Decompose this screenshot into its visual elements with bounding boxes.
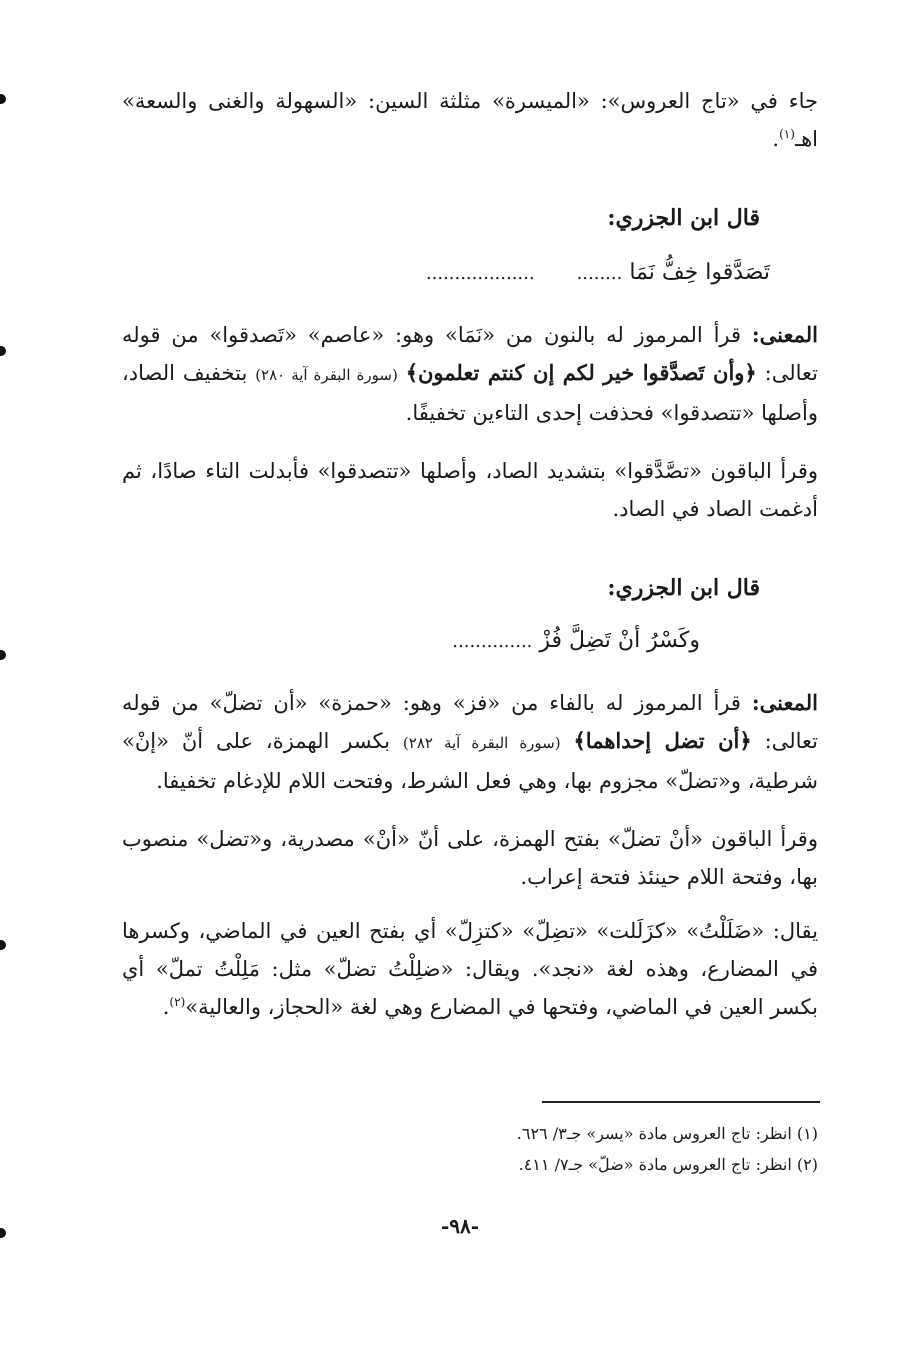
surah-reference: (سورة البقرة آية ٢٨٠) (255, 366, 398, 384)
verse-dots: .............. (452, 631, 533, 652)
page-number: -٩٨- (440, 1214, 480, 1238)
meaning-label: المعنى: (751, 322, 818, 347)
verse-line-2 (150, 624, 770, 659)
binding-mark (0, 346, 6, 356)
paragraph-text: وقرأ الباقون «أنْ تضلّ» بفتح الهمزة، على أنّ «أنْ» مصدرية، و«تضل» منصوب بها، وفتحة اللام حينئذ فتحة إعراب. (122, 827, 818, 889)
footnote-ref-1: (١) (779, 127, 795, 141)
paragraph-others-reading-2 (122, 820, 818, 896)
paragraph-text: قرأ المرموز له بالفاء من «فز» وهو: «حمزة» «أن تضلّ» من قوله تعالى: (122, 691, 818, 753)
footnote-1: (١) انظر: تاج العروس مادة «يسر» جـ٣/ ٦٢٦. (516, 1124, 818, 1143)
quran-quote: ﴿أن تضل إحداهما﴾ (573, 728, 752, 753)
binding-mark (0, 94, 6, 104)
verse-dots: ........ (576, 263, 623, 284)
section-heading-2: قال ابن الجزري: (607, 575, 760, 601)
footnote-ref-2: (٢) (169, 995, 186, 1009)
paragraph-linguistic-note: يقال: «ضَلَلْتُ» «كزَلَلت» «تضِلّ» «كتزِلّ» أي بفتح العين في الماضي، وكسرها في المضارع، وهذه لغة «نجد». ويقال: «ضلِلْتُ تضلّ» مثل: مَلِلْتُ تملّ» أي بكسر العين في الماضي، وفتحها في المضارع وهي لغة «الحجاز، والعالية»$^{(٢)}$. (122, 919, 818, 1019)
paragraph-meaning-2 (122, 684, 818, 800)
paragraph-text: بتخفيف الصاد، وأصلها «تتصدقوا» فحذفت إحدى التاءين تخفيفًا. (122, 361, 818, 425)
paragraph-text: بكسر الهمزة، على أنّ «إنْ» شرطية، و«تضلّ» مجزوم بها، وهي فعل الشرط، وفتحت اللام للإدغام تخفيفا. (122, 729, 818, 793)
paragraph-text: يقال: «ضَلَلْتُ» «كزَلَلت» «تضِلّ» «كتزِلّ» أي بفتح العين في الماضي، وكسرها في المضارع، وهذه لغة «نجد». ويقال: «ضلِلْتُ تضلّ» مثل: مَلِلْتُ تملّ» أي بكسر العين في الماضي، وفتحها في المضارع وهي لغة «الحجاز، والعالية» (122, 919, 818, 1019)
paragraph-taj-quote: جاء في «تاج العروس»: «الميسرة» مثلثة السين: «السهولة والغنى والسعة» اهـ$^{(١)}$. (122, 89, 818, 151)
paragraph-text: وقرأ الباقون «تصَّدَّقوا» بتشديد الصاد، وأصلها «تتصدقوا» فأبدلت التاء صادًا، ثم أدغمت الصاد في الصاد. (122, 459, 818, 521)
footnote-divider (542, 1101, 820, 1103)
binding-mark (0, 650, 6, 660)
paragraph-text: جاء في «تاج العروس»: «الميسرة» مثلثة السين: «السهولة والغنى والسعة» اهـ (122, 89, 818, 151)
surah-reference: (سورة البقرة آية ٢٨٢) (402, 734, 561, 752)
verse-text: وكَسْرُ أنْ تَضِلَّ فُزْ (539, 628, 701, 653)
quran-quote: ﴿وأن تَصدَّقوا خير لكم إن كنتم تعلمون﴾ (405, 360, 757, 385)
section-heading-1: قال ابن الجزري: (607, 205, 760, 231)
binding-mark (0, 940, 6, 950)
paragraph-meaning-1 (122, 316, 818, 432)
verse-text: تَصَدَّقوا خِفُّ نَمَا (629, 260, 770, 285)
footnote-2: (٢) انظر: تاج العروس مادة «ضلّ» جـ٧/ ٤١١. (518, 1155, 818, 1174)
paragraph-others-reading-1 (122, 452, 818, 528)
verse-dots: ................... (425, 263, 535, 284)
verse-line-1 (150, 256, 770, 291)
meaning-label: المعنى: (751, 690, 818, 715)
paragraph-text: قرأ المرموز له بالنون من «نَمَا» وهو: «عاصم» «تَصدقوا» من قوله تعالى: (122, 323, 818, 385)
